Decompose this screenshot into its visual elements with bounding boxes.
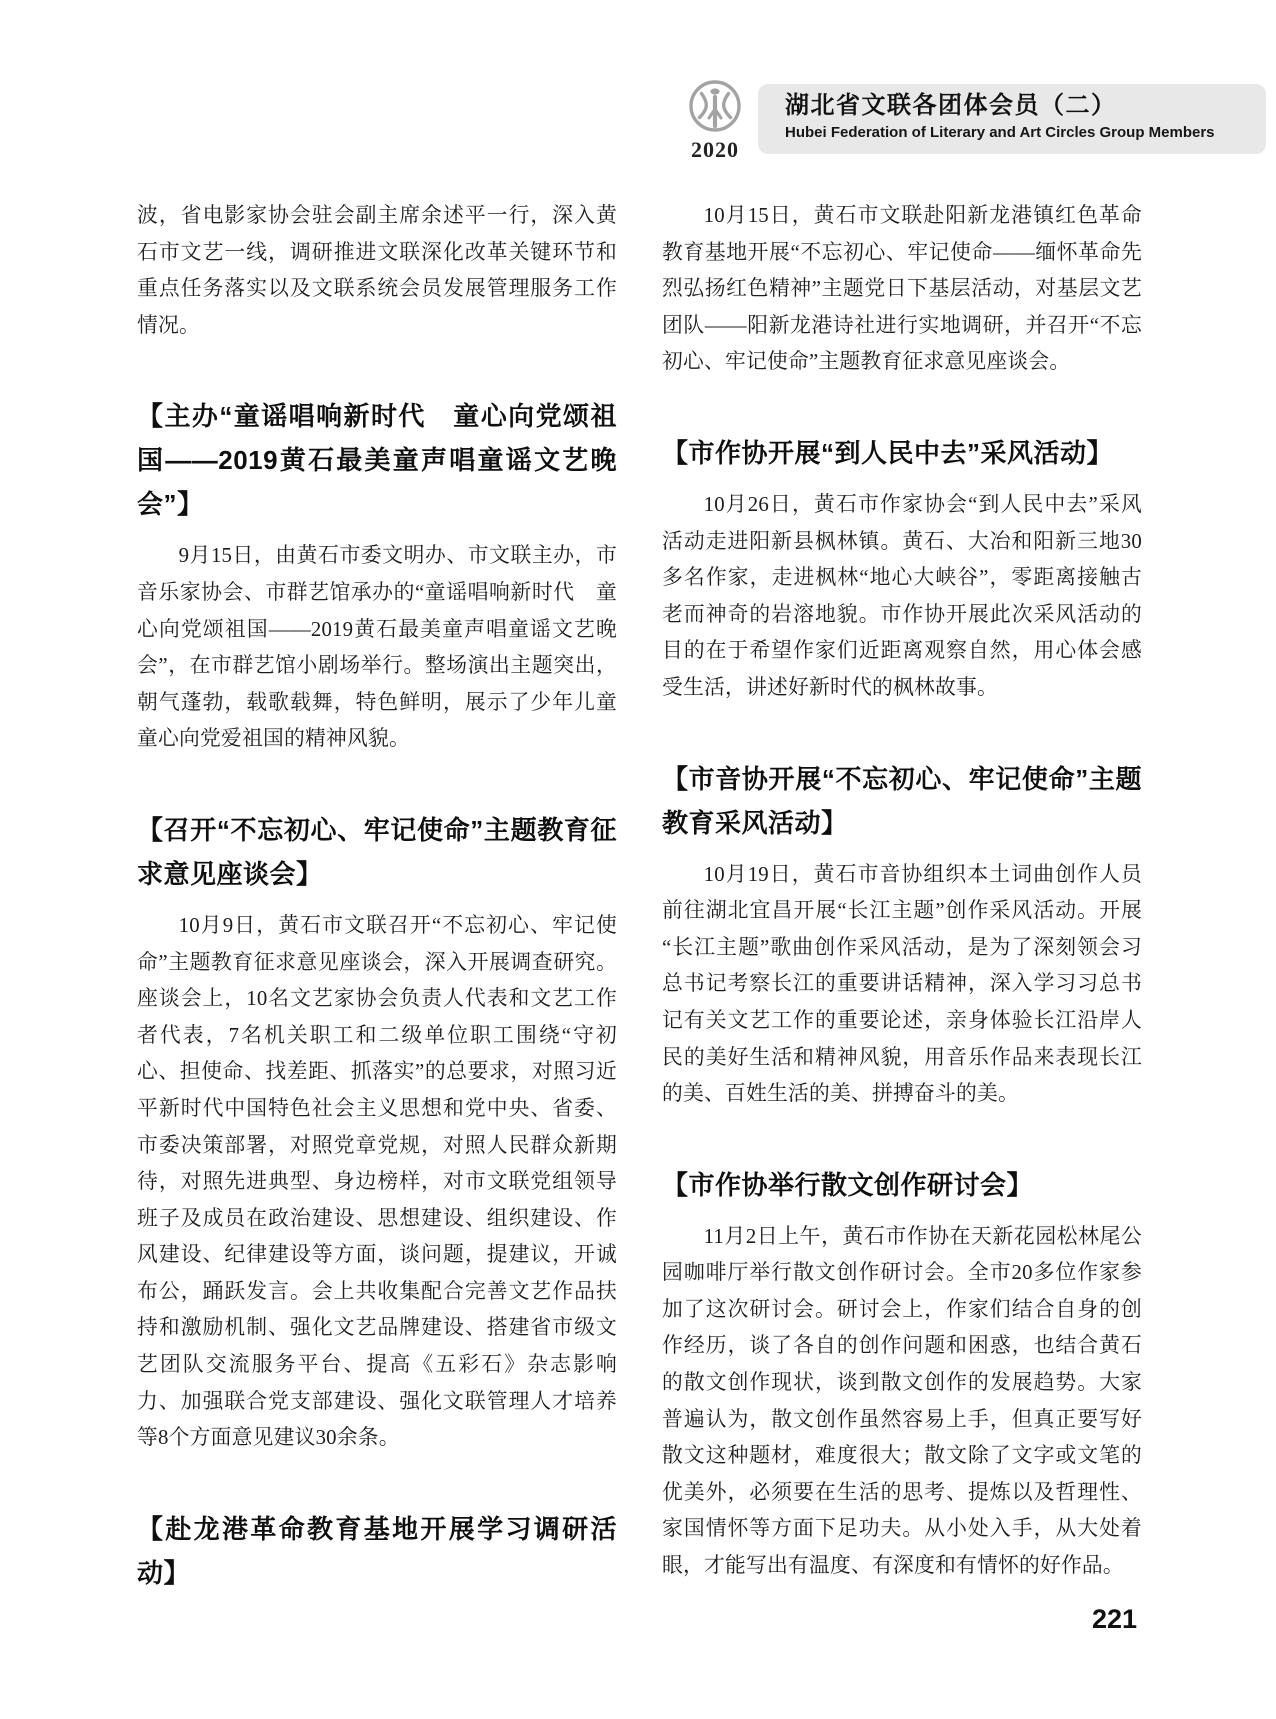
paragraph: 10月26日，黄石市作家协会“到人民中去”采风活动走进阳新县枫林镇。黄石、大冶和阳新三地30多名作家，走进枫林“地心大峡谷”，零距离接触古老而神奇的岩溶地貌。市作协开展此次采风活动的目的在于希望作家们近距离观察自然，用心体会感受生活，讲述好新时代的枫林故事。 (662, 492, 1142, 699)
logo-block (686, 78, 744, 163)
header-title-english: Hubei Federation of Literary and Art Circles Group Members (785, 124, 1215, 141)
entry-heading: 【主办“童谣唱响新时代 童心向党颂祖国——2019黄石最美童声唱童谣文艺晚会”】 (137, 401, 617, 520)
right-column (662, 198, 1142, 1595)
text-columns (137, 198, 1142, 1595)
header-title-chinese: 湖北省文联各团体会员（二） (785, 92, 1117, 119)
federation-emblem-icon (687, 78, 743, 134)
entry-heading: 【市音协开展“不忘初心、牢记使命”主题教育采风活动】 (662, 763, 1142, 838)
paragraph: 10月9日，黄石市文联召开“不忘初心、牢记使命”主题教育征求意见座谈会，深入开展调查研究。座谈会上，10名文艺家协会负责人代表和文艺工作者代表，7名机关职工和二级单位职工围绕“守初心、担使命、找差距、抓落实”的总要求，对照习近平新时代中国特色社会主义思想和党中央、省委、市委决策部署，对照党章党规，对照人民群众新期待，对照先进典型、身边榜样，对市文联党组领导班子及成员在政治建设、思想建设、组织建设、作风建设、纪律建设等方面，谈问题，提建议，开诚布公，踊跃发言。会上共收集配合完善文艺作品扶持和激励机制、强化文艺品牌建设、搭建省市级文艺团队交流服务平台、提高《五彩石》杂志影响力、加强联合党支部建设、强化文联管理人才培养等8个方面意见建议30余条。 (137, 913, 617, 1450)
page-header (0, 0, 1276, 180)
header-banner (758, 84, 1266, 154)
entry-heading: 【市作协开展“到人民中去”采风活动】 (662, 437, 1114, 468)
logo-year: 2020 (691, 137, 739, 162)
paragraph: 10月19日，黄石市音协组织本土词曲创作人员前往湖北宜昌开展“长江主题”创作采风活动。开展“长江主题”歌曲创作采风活动，是为了深刻领会习总书记考察长江的重要讲话精神，深入学习习总书记有关文艺工作的重要论述，亲身体验长江沿岸人民的美好生活和精神风貌，用音乐作品来表现长江的美、百姓生活的美、拼搏奋斗的美。 (662, 862, 1142, 1106)
paragraph: 9月15日，由黄石市委文明办、市文联主办，市音乐家协会、市群艺馆承办的“童谣唱响新时代 童心向党颂祖国——2019黄石最美童声唱童谣文艺晚会”，在市群艺馆小剧场举行。整场演出主题突出，朝气蓬勃，载歌载舞，特色鲜明，展示了少年儿童童心向党爱祖国的精神风貌。 (137, 544, 617, 751)
paragraph-continuation: 波，省电影家协会驻会副主席余述平一行，深入黄石市文艺一线，调研推进文联深化改革关键环节和重点任务落实以及文联系统会员发展管理服务工作情况。 (137, 204, 617, 337)
paragraph: 11月2日上午，黄石市作协在天新花园松林尾公园咖啡厅举行散文创作研讨会。全市20多位作家参加了这次研讨会。研讨会上，作家们结合自身的创作经历，谈了各自的创作问题和困惑，也结合黄石的散文创作现状，谈到散文创作的发展趋势。大家普遍认为，散文创作虽然容易上手，但真正要写好散文这种题材，难度很大；散文除了文字或文笔的优美外，必须要在生活的思考、提炼以及哲理性、家国情怀等方面下足功夫。从小处入手，从大处着眼，才能写出有温度、有深度和有情怀的好作品。 (662, 1224, 1142, 1578)
entry-heading: 【赴龙港革命教育基地开展学习调研活动】 (137, 1513, 617, 1588)
paragraph: 10月15日，黄石市文联赴阳新龙港镇红色革命教育基地开展“不忘初心、牢记使命——缅怀革命先烈弘扬红色精神”主题党日下基层活动，对基层文艺团队——阳新龙港诗社进行实地调研，并召开“不忘初心、牢记使命”主题教育征求意见座谈会。 (662, 204, 1142, 374)
entry-heading: 【召开“不忘初心、牢记使命”主题教育征求意见座谈会】 (137, 814, 617, 889)
left-column (137, 198, 617, 1595)
page-number: 221 (1092, 1604, 1138, 1634)
entry-heading: 【市作协举行散文创作研讨会】 (662, 1169, 1034, 1200)
